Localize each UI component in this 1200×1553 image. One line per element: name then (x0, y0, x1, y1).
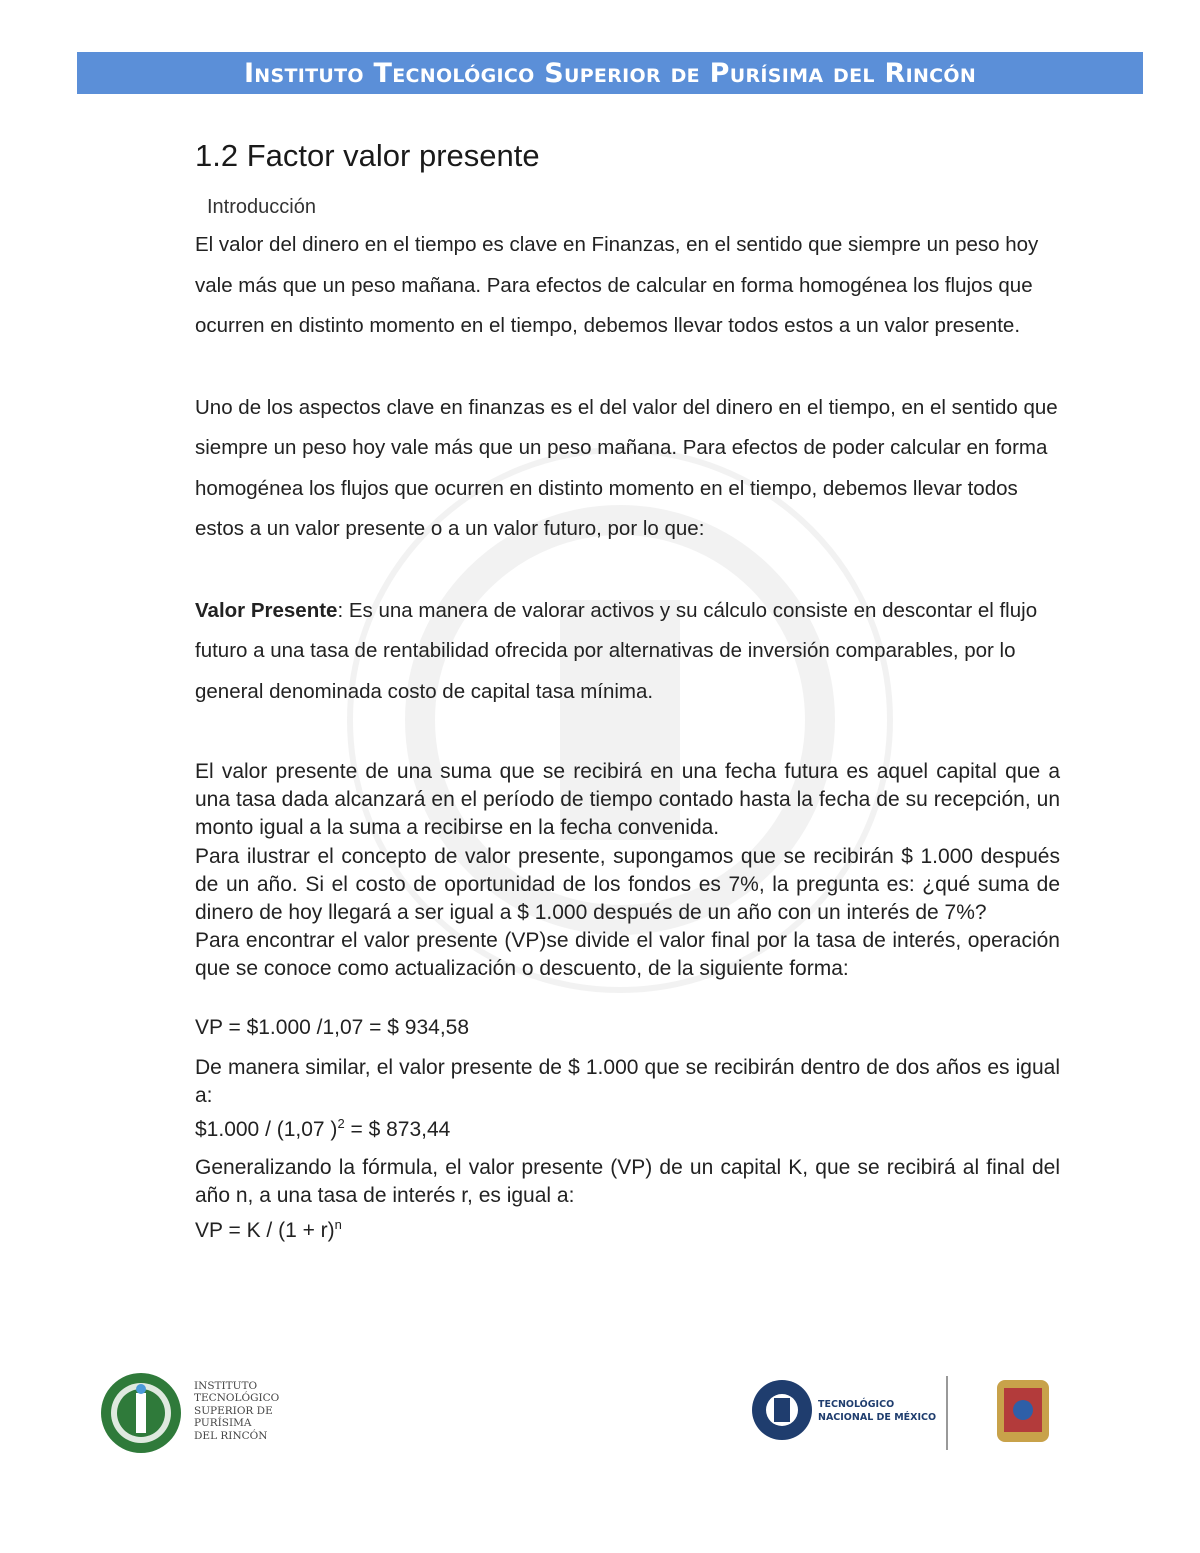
definition-term: Valor Presente (195, 598, 338, 622)
tecnm-line: NACIONAL DE MÉXICO (818, 1412, 937, 1423)
intro-paragraph-1: El valor del dinero en el tiempo es clave en Finanzas, en el sentido que siempre un peso hoy vale más que un peso mañana. Para efectos de calcular en forma homogénea los flujos que ocurren en distinto momento en el tiempo, debemos llevar todos estos a un valor presente. (195, 233, 1039, 337)
section-title: 1.2 Factor valor presente (195, 138, 540, 173)
formula-one-year: VP = $1.000 /1,07 = $ 934,58 (195, 1015, 470, 1039)
formula-two-years-exponent: 2 (337, 1116, 345, 1132)
explanation-paragraph-4: De manera similar, el valor presente de $ 1.000 que se recibirán dentro de dos años es igual a: (195, 1055, 1060, 1107)
explanation-paragraph-5: Generalizando la fórmula, el valor presente (VP) de un capital K, que se recibirá al final del año n, a una tasa de interés r, es igual a: (195, 1156, 1060, 1208)
itspr-line: DEL RINCÓN (194, 1429, 268, 1442)
formula-general (195, 1211, 1060, 1245)
tecnm-gear-icon (752, 1380, 812, 1440)
itspr-line: INSTITUTO (194, 1380, 258, 1392)
introduction-heading: Introducción (207, 196, 316, 218)
formula-general-exponent: n (334, 1216, 342, 1232)
definition-paragraph (195, 591, 1060, 713)
explanation-paragraph-1: El valor presente de una suma que se recibirá en una fecha futura es aquel capital que a una tasa dada alcanzará en el período de tiempo contado hasta la fecha de su recepción, un monto igual a la suma a recibirse en la fecha convenida. (195, 760, 1060, 840)
coat-of-arms-icon (997, 1380, 1049, 1442)
itspr-line: SUPERIOR DE (194, 1404, 273, 1417)
formula-two-years (195, 1110, 1060, 1144)
tecnm-logo-text (818, 1398, 936, 1424)
formula-general-base: VP = K / (1 + r) (195, 1218, 335, 1242)
formula-two-years-base: $1.000 / (1,07 ) (195, 1118, 338, 1142)
itspr-line: PURÍSIMA (194, 1417, 252, 1430)
itspr-line: TECNOLÓGICO (194, 1392, 280, 1405)
formula-two-years-result: = $ 873,44 (344, 1118, 451, 1142)
institution-name: Instituto Tecnológico Superior de Purísima del Rincón (243, 57, 977, 89)
explanation-paragraph-3: Para encontrar el valor presente (VP)se divide el valor final por la tasa de interés, operación que se conoce como actualización o descuento, de la siguiente forma: (195, 929, 1060, 981)
definition-text: : Es una manera de valorar activos y su cálculo consiste en descontar el flujo futuro a una tasa de rentabilidad ofrecida por alternativas de inversión comparables, por lo general denominada costo de capital tasa mínima. (195, 598, 1038, 703)
document-body (195, 138, 1060, 1245)
tecnm-line: TECNOLÓGICO (818, 1399, 895, 1410)
intro-paragraph-2: Uno de los aspectos clave en finanzas es el del valor del dinero en el tiempo, en el sentido que siempre un peso hoy vale más que un peso mañana. Para efectos de poder calcular en forma homogénea los flujos que ocurren en distinto momento en el tiempo, debemos llevar todos estos a un valor presente o a un valor futuro, por lo que: (195, 395, 1058, 540)
institution-header (77, 52, 1143, 94)
explanation-paragraph-2: Para ilustrar el concepto de valor presente, supongamos que se recibirán $ 1.000 después de un año. Si el costo de oportunidad de los fondos es 7%, la pregunta es: ¿qué suma de dinero de hoy llegará a ser igual a $ 1.000 después de un año con un interés de 7%? (195, 844, 1060, 925)
itspr-logo-text (194, 1380, 279, 1442)
